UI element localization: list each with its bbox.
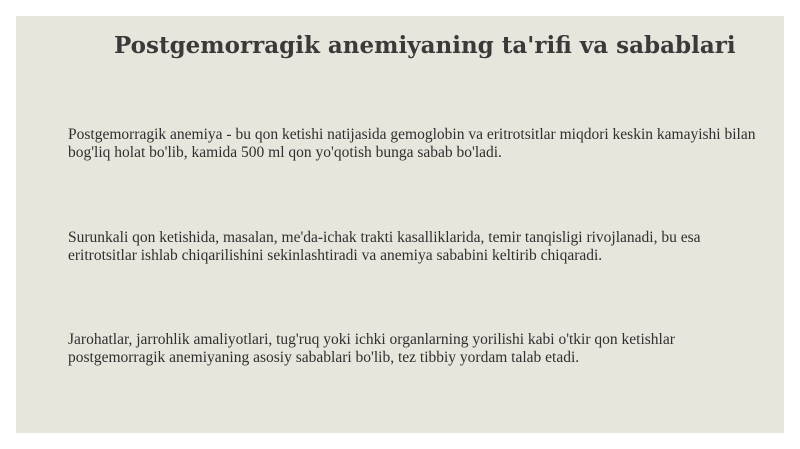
paragraph-chronic-bleeding: Surunkali qon ketishida, masalan, me'da-ichak trakti kasalliklarida, temir tanqisligi rivojlanadi, bu esa eritrotsitlar ishlab chiqarilishini sekinlashtiradi va anemiya sababini keltirib chiqaradi. — [68, 229, 701, 264]
slide — [16, 16, 784, 433]
slide-title: Postgemorragik anemiyaning ta'rifi va sabablari — [114, 32, 736, 59]
paragraph-definition: Postgemorragik anemiya - bu qon ketishi natijasida gemoglobin va eritrotsitlar miqdori keskin kamayishi bilan bog'liq holat bo'lib, kamida 500 ml qon yo'qotish bunga sabab bo'ladi. — [68, 126, 756, 161]
paragraph-acute-bleeding: Jarohatlar, jarrohlik amaliyotlari, tug'ruq yoki ichki organlarning yorilishi kabi o'tkir qon ketishlar postgemorragik anemiyaning asosiy sabablari bo'lib, tez tibbiy yordam talab etadi. — [68, 331, 675, 366]
